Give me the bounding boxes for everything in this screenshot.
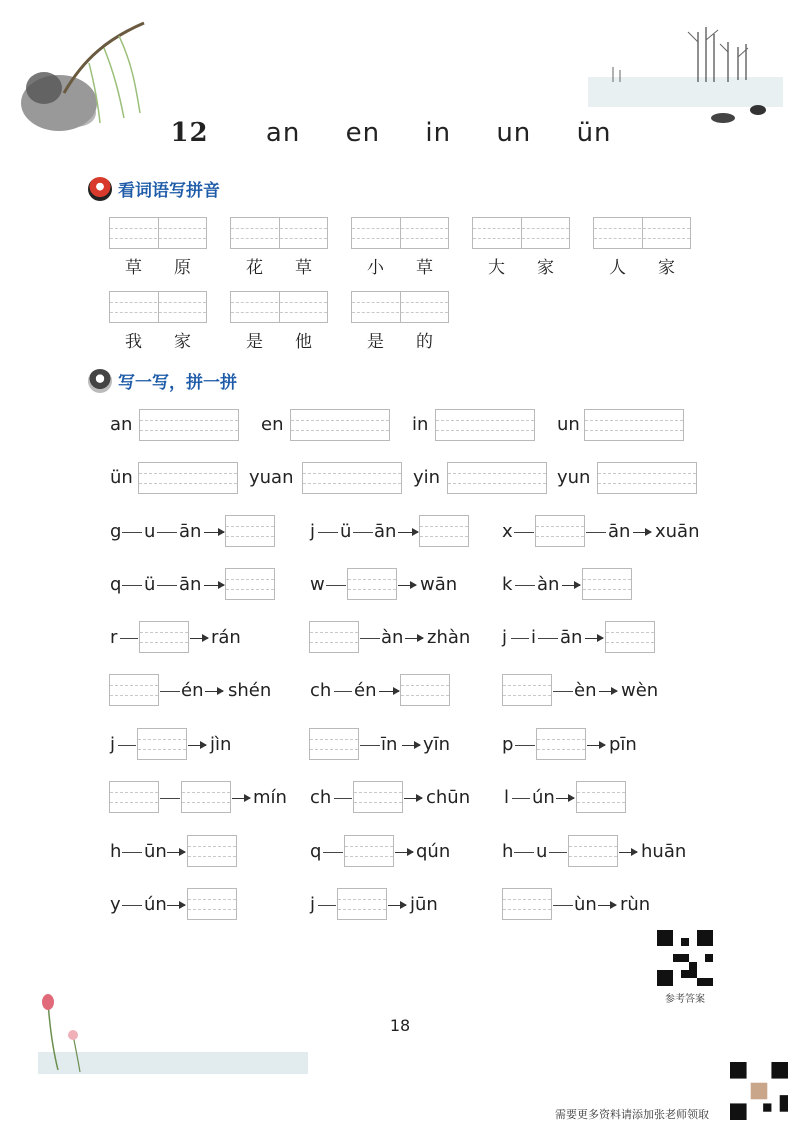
write-box[interactable] xyxy=(302,462,402,494)
answer-box[interactable] xyxy=(568,835,618,867)
pinyin-grid[interactable] xyxy=(109,291,207,323)
arrow-icon xyxy=(619,852,637,853)
arrow-icon xyxy=(598,905,616,906)
answer-box[interactable] xyxy=(400,674,450,706)
syllable-part: ān xyxy=(560,627,583,648)
arrow-icon xyxy=(405,638,423,639)
pinyin-grid[interactable] xyxy=(230,291,328,323)
answer-box[interactable] xyxy=(605,621,655,653)
arrow-icon xyxy=(188,745,206,746)
syllable-part: w xyxy=(310,574,325,595)
answer-box[interactable] xyxy=(187,888,237,920)
syllable-part: j xyxy=(110,734,116,755)
syllable-part: y xyxy=(110,894,121,915)
result-syllable: rán xyxy=(211,627,241,648)
answer-box[interactable] xyxy=(337,888,387,920)
word: 大 家 xyxy=(488,258,554,278)
syllable-part: ān xyxy=(374,521,397,542)
connector xyxy=(318,532,338,533)
result-syllable: qún xyxy=(416,841,451,862)
connector xyxy=(586,532,606,533)
result-syllable: pīn xyxy=(609,734,637,755)
section2-heading xyxy=(88,368,237,393)
answer-box[interactable] xyxy=(137,728,187,760)
arrow-icon xyxy=(204,532,224,533)
opera-mask-icon xyxy=(88,177,112,201)
syllable-part: p xyxy=(502,734,514,755)
footer-text: 需要更多资料请添加张老师领取 xyxy=(555,1108,709,1121)
arrow-icon xyxy=(633,532,651,533)
arrow-icon xyxy=(190,638,208,639)
write-box[interactable] xyxy=(138,462,238,494)
result-syllable: mín xyxy=(253,787,287,808)
result-syllable: rùn xyxy=(620,894,651,915)
final-an: an xyxy=(265,118,301,148)
syllable-part: r xyxy=(110,627,118,648)
write-label: an xyxy=(110,414,133,435)
result-syllable: huān xyxy=(641,841,687,862)
pinyin-grid[interactable] xyxy=(351,217,449,249)
arrow-icon xyxy=(404,798,422,799)
syllable-part: īn xyxy=(381,734,398,755)
final-en: en xyxy=(345,118,381,148)
pinyin-grid[interactable] xyxy=(230,217,328,249)
connector xyxy=(515,745,535,746)
arrow-icon xyxy=(398,585,416,586)
answer-box[interactable] xyxy=(139,621,189,653)
connector xyxy=(549,852,567,853)
syllable-part: k xyxy=(502,574,513,595)
syllable-part: g xyxy=(110,521,122,542)
syllable-part: j xyxy=(310,521,316,542)
lesson-title xyxy=(0,118,800,148)
word: 是 的 xyxy=(367,332,433,352)
word: 我 家 xyxy=(125,332,191,352)
syllable-part: én xyxy=(354,680,377,701)
answer-box[interactable] xyxy=(576,781,626,813)
pinyin-grid[interactable] xyxy=(593,217,691,249)
write-box[interactable] xyxy=(447,462,547,494)
syllable-part: ü xyxy=(144,574,156,595)
result-syllable: yīn xyxy=(423,734,451,755)
syllable-part: ún xyxy=(144,894,167,915)
connector xyxy=(157,532,177,533)
word: 花 草 xyxy=(246,258,312,278)
final-un: un xyxy=(496,118,532,148)
word: 小 草 xyxy=(367,258,433,278)
pinyin-grid[interactable] xyxy=(109,217,207,249)
arrow-icon xyxy=(204,585,224,586)
pinyin-grid[interactable] xyxy=(351,291,449,323)
answer-box[interactable] xyxy=(109,674,159,706)
connector xyxy=(553,905,573,906)
syllable-part: h xyxy=(502,841,514,862)
syllable-part: u xyxy=(144,521,156,542)
arrow-icon xyxy=(232,798,250,799)
write-box[interactable] xyxy=(435,409,535,441)
answer-box[interactable] xyxy=(419,515,469,547)
connector xyxy=(122,532,142,533)
write-label: un xyxy=(557,414,580,435)
page-number: 18 xyxy=(389,1016,411,1035)
syllable-part: ún xyxy=(532,787,555,808)
final-in: in xyxy=(425,118,452,148)
connector xyxy=(326,585,346,586)
word: 草 原 xyxy=(125,258,191,278)
answer-box[interactable] xyxy=(535,515,585,547)
answer-box[interactable] xyxy=(187,835,237,867)
syllable-part: u xyxy=(536,841,548,862)
section2-heading-text: 写一写，拼一拼 xyxy=(118,373,237,393)
opera-mask-icon xyxy=(88,369,112,393)
syllable-part: àn xyxy=(381,627,404,648)
section1-heading-text: 看词语写拼音 xyxy=(118,181,220,201)
syllable-part: i xyxy=(531,627,537,648)
syllable-part: ch xyxy=(310,787,332,808)
arrow-icon xyxy=(402,745,420,746)
final-un-umlaut: ün xyxy=(576,118,612,148)
syllable-part: ch xyxy=(310,680,332,701)
arrow-icon xyxy=(167,852,185,853)
arrow-icon xyxy=(205,691,223,692)
answer-box[interactable] xyxy=(309,621,359,653)
write-label: ün xyxy=(110,467,133,488)
write-box[interactable] xyxy=(584,409,684,441)
write-box[interactable] xyxy=(597,462,697,494)
syllable-part: l xyxy=(504,787,510,808)
answer-qr-code[interactable] xyxy=(657,930,713,986)
connector xyxy=(122,905,142,906)
syllable-part: ūn xyxy=(144,841,167,862)
word: 人 家 xyxy=(609,258,675,278)
result-syllable: shén xyxy=(228,680,272,701)
connector xyxy=(515,585,535,586)
connector xyxy=(511,638,529,639)
connector xyxy=(512,798,530,799)
answer-box[interactable] xyxy=(309,728,359,760)
answer-box[interactable] xyxy=(225,568,275,600)
connector xyxy=(122,852,142,853)
connector xyxy=(118,745,136,746)
write-label: yin xyxy=(413,467,441,488)
arrow-icon xyxy=(379,691,399,692)
answer-box[interactable] xyxy=(181,781,231,813)
arrow-icon xyxy=(599,691,617,692)
answer-box[interactable] xyxy=(347,568,397,600)
write-box[interactable] xyxy=(139,409,239,441)
connector xyxy=(122,585,142,586)
result-syllable: jūn xyxy=(410,894,438,915)
syllable-part: ān xyxy=(179,521,202,542)
write-label: in xyxy=(412,414,429,435)
result-syllable: wèn xyxy=(621,680,659,701)
connector xyxy=(360,638,380,639)
result-syllable: zhàn xyxy=(427,627,471,648)
write-box[interactable] xyxy=(290,409,390,441)
connector xyxy=(514,852,534,853)
section1-heading xyxy=(88,176,220,201)
syllable-part: ü xyxy=(340,521,352,542)
ink-lotus-illustration xyxy=(18,990,318,1090)
result-syllable: wān xyxy=(420,574,458,595)
arrow-icon xyxy=(167,905,185,906)
answer-box[interactable] xyxy=(353,781,403,813)
write-label: en xyxy=(261,414,284,435)
syllable-part: èn xyxy=(574,680,597,701)
connector xyxy=(360,745,380,746)
connector xyxy=(553,691,573,692)
arrow-icon xyxy=(562,585,580,586)
syllable-part: j xyxy=(502,627,508,648)
lesson-number: 12 xyxy=(170,118,209,148)
syllable-part: x xyxy=(502,521,513,542)
syllable-part: q xyxy=(310,841,322,862)
write-label: yun xyxy=(557,467,591,488)
answer-box[interactable] xyxy=(225,515,275,547)
answer-box[interactable] xyxy=(109,781,159,813)
result-syllable: jìn xyxy=(210,734,232,755)
contact-qr-code[interactable] xyxy=(730,1062,788,1120)
arrow-icon xyxy=(388,905,406,906)
connector xyxy=(514,532,534,533)
answer-box[interactable] xyxy=(582,568,632,600)
write-label: yuan xyxy=(249,467,294,488)
connector xyxy=(334,691,352,692)
answer-box[interactable] xyxy=(344,835,394,867)
result-syllable: xuān xyxy=(655,521,700,542)
syllable-part: j xyxy=(310,894,316,915)
connector xyxy=(160,691,180,692)
syllable-part: ān xyxy=(608,521,631,542)
arrow-icon xyxy=(395,852,413,853)
syllable-part: àn xyxy=(537,574,560,595)
result-syllable: chūn xyxy=(426,787,471,808)
connector xyxy=(157,585,177,586)
syllable-part: én xyxy=(181,680,204,701)
pinyin-grid[interactable] xyxy=(472,217,570,249)
connector xyxy=(353,532,373,533)
connector xyxy=(160,798,180,799)
answer-box[interactable] xyxy=(536,728,586,760)
arrow-icon xyxy=(398,532,418,533)
syllable-part: h xyxy=(110,841,122,862)
syllable-part: ùn xyxy=(574,894,597,915)
arrow-icon xyxy=(587,745,605,746)
connector xyxy=(334,798,352,799)
arrow-icon xyxy=(556,798,574,799)
connector xyxy=(538,638,558,639)
answer-box[interactable] xyxy=(502,888,552,920)
connector xyxy=(120,638,138,639)
answer-box[interactable] xyxy=(502,674,552,706)
connector xyxy=(318,905,336,906)
arrow-icon xyxy=(585,638,603,639)
syllable-part: q xyxy=(110,574,122,595)
connector xyxy=(323,852,343,853)
syllable-part: ān xyxy=(179,574,202,595)
qr-caption: 参考答案 xyxy=(665,994,705,1005)
word: 是 他 xyxy=(246,332,312,352)
